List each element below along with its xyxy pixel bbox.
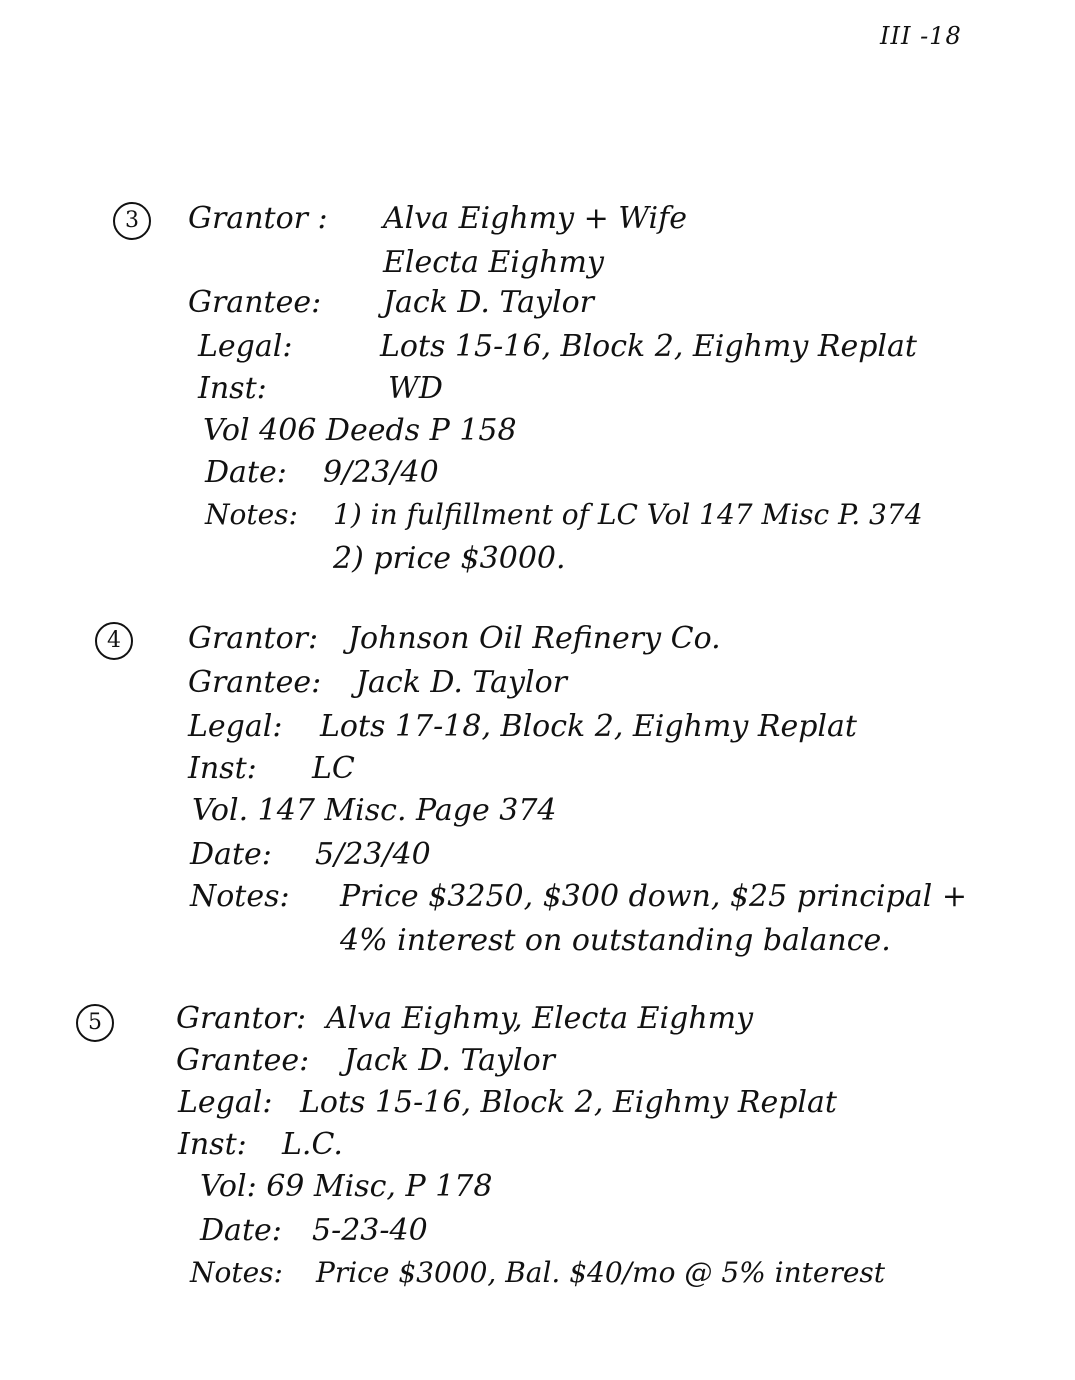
note-1: 1) in fulfillment of LC Vol 147 Misc P. 374 <box>333 498 923 531</box>
legal-line <box>178 1084 837 1122</box>
grantor-value: Johnson Oil Refinery Co. <box>348 621 721 656</box>
notes-line <box>190 878 967 916</box>
legal-label: Legal: <box>188 709 283 744</box>
grantor-line <box>188 620 721 658</box>
grantee-value: Jack D. Taylor <box>344 1043 555 1078</box>
grantee-line <box>176 1042 555 1080</box>
record-number-4: 4 <box>95 622 133 660</box>
inst-value: L.C. <box>282 1127 343 1162</box>
vol-line <box>200 1168 493 1206</box>
inst-line <box>178 1126 343 1164</box>
legal-value: Lots 15-16, Block 2, Eighmy Replat <box>300 1085 837 1120</box>
record-number-3: 3 <box>113 202 151 240</box>
grantee-line <box>188 664 567 702</box>
date-line <box>205 454 439 492</box>
date-label: Date: <box>190 837 272 872</box>
grantor-label: Grantor: <box>176 1001 307 1036</box>
page-number: III -18 <box>880 22 962 50</box>
date-value: 5-23-40 <box>312 1213 428 1248</box>
vol-value: Vol 406 Deeds P 158 <box>203 413 517 448</box>
grantee-label: Grantee: <box>188 285 322 320</box>
grantor-line <box>176 1000 753 1038</box>
notes-line-2 <box>340 922 891 960</box>
notes-label: Notes: <box>205 498 298 531</box>
notes-label: Notes: <box>190 1256 283 1289</box>
inst-line <box>188 750 355 788</box>
grantee-label: Grantee: <box>188 665 322 700</box>
date-label: Date: <box>200 1213 282 1248</box>
inst-label: Inst: <box>188 751 257 786</box>
inst-line <box>198 370 443 408</box>
notes-line <box>190 1254 885 1292</box>
note-2: 2) price $3000. <box>333 541 566 576</box>
vol-value: Vol: 69 Misc, P 178 <box>200 1169 493 1204</box>
inst-value: WD <box>388 371 443 406</box>
notes-line-2 <box>333 540 566 578</box>
note-1: Price $3250, $300 down, $25 principal + <box>340 879 967 914</box>
legal-line <box>188 708 857 746</box>
record-number-5: 5 <box>76 1004 114 1042</box>
grantor-value: Alva Eighmy, Electa Eighmy <box>326 1001 754 1036</box>
notes-line <box>205 496 923 534</box>
grantor-label: Grantor: <box>188 621 319 656</box>
grantee-value: Jack D. Taylor <box>356 665 567 700</box>
grantee-line <box>188 284 594 322</box>
note-1: Price $3000, Bal. $40/mo @ 5% interest <box>316 1256 886 1289</box>
inst-label: Inst: <box>178 1127 247 1162</box>
grantor-line-2 <box>383 244 604 282</box>
date-line <box>190 836 431 874</box>
vol-value: Vol. 147 Misc. Page 374 <box>192 793 557 828</box>
grantor-value-2: Electa Eighmy <box>383 245 604 280</box>
inst-label: Inst: <box>198 371 267 406</box>
legal-label: Legal: <box>178 1085 273 1120</box>
grantee-value: Jack D. Taylor <box>383 285 594 320</box>
grantor-line <box>188 200 687 238</box>
grantee-label: Grantee: <box>176 1043 310 1078</box>
vol-line <box>203 412 517 450</box>
vol-line <box>192 792 557 830</box>
inst-value: LC <box>312 751 355 786</box>
grantor-value: Alva Eighmy + Wife <box>383 201 688 236</box>
legal-value: Lots 15-16, Block 2, Eighmy Replat <box>380 329 917 364</box>
date-line <box>200 1212 428 1250</box>
date-value: 5/23/40 <box>315 837 431 872</box>
note-2: 4% interest on outstanding balance. <box>340 923 891 958</box>
notes-label: Notes: <box>190 879 290 914</box>
date-value: 9/23/40 <box>323 455 439 490</box>
legal-value: Lots 17-18, Block 2, Eighmy Replat <box>320 709 857 744</box>
date-label: Date: <box>205 455 287 490</box>
legal-label: Legal: <box>198 329 293 364</box>
legal-line <box>198 328 917 366</box>
grantor-label: Grantor : <box>188 201 328 236</box>
